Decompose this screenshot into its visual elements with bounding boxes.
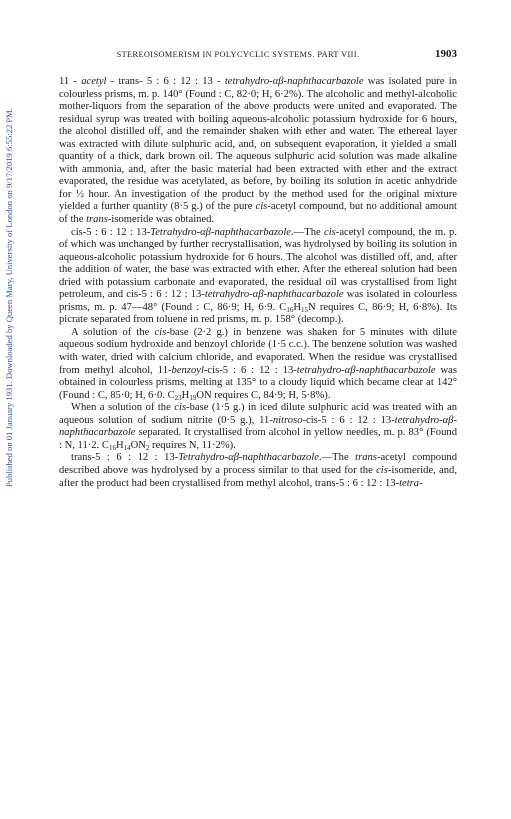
download-notice: Published on 01 January 1931. Downloaded by Queen Mary, University of London on 9/17/2019 6:55:22 PM. bbox=[4, 108, 14, 487]
subscript-run: 23 bbox=[174, 393, 182, 402]
text-run: -cis-5 : 6 : 12 : 13- bbox=[302, 414, 395, 426]
text-run: 11 - bbox=[59, 76, 82, 87]
text-run: separated. It crystallised from alcohol in yellow needles, m. p. 83° (Found : N, 11·2. C bbox=[59, 427, 457, 451]
text-run: -acetyl compound, but no additional amount of the bbox=[59, 201, 457, 226]
text-run: .—The bbox=[318, 452, 356, 464]
italic-run: tetrahydro-αβ-naphthacarbazole bbox=[224, 76, 364, 87]
text-run: cis-5 : 6 : 12 : 13- bbox=[71, 226, 151, 238]
paragraph bbox=[59, 76, 457, 227]
subscript-run: 2 bbox=[145, 443, 150, 452]
text-run: H bbox=[115, 439, 124, 451]
text-run: -acetyl compound described above was hydrolysed by a process similar to that used for the bbox=[59, 452, 457, 476]
page-number: 1903 bbox=[435, 48, 457, 60]
paragraph bbox=[59, 227, 457, 327]
italic-run: cis bbox=[255, 201, 268, 213]
italic-run: cis bbox=[324, 226, 336, 238]
italic-run: cis bbox=[154, 326, 167, 338]
text-run: When a solution of the bbox=[71, 402, 175, 414]
text-run: H bbox=[181, 389, 190, 401]
text-run: H bbox=[293, 301, 302, 313]
text-run: requires N, 11·2%). bbox=[149, 439, 236, 451]
running-title: STEREOISOMERISM IN POLYCYCLIC SYSTEMS. PART VIII. bbox=[116, 50, 360, 59]
subscript-run: 14 bbox=[123, 443, 131, 452]
text-run: ON requires C, 84·9; H, 5·8%). bbox=[196, 389, 331, 401]
article-body bbox=[59, 76, 457, 490]
italic-run: tetra- bbox=[399, 477, 423, 489]
text-run: was obtained in colourless prisms, melting at 135° to a cloudy liquid which became clear at 142° (Found : C, 85·0; H, 6·0. C bbox=[59, 364, 457, 401]
subscript-run: 19 bbox=[189, 393, 197, 402]
text-run: trans-5 : 6 : 12 : 13- bbox=[71, 452, 179, 464]
italic-run: nitroso bbox=[272, 414, 303, 426]
text-run: was isolated in colourless prisms, m. p. 47—48° (Found : C, 86·9; H, 6·9. C bbox=[59, 289, 458, 313]
italic-run: cis bbox=[376, 464, 388, 476]
journal-page bbox=[59, 50, 457, 490]
paragraph bbox=[59, 452, 457, 490]
italic-run: acetyl bbox=[81, 76, 107, 87]
italic-run: tetrahydro-αβ-naphthacarbazole bbox=[59, 414, 457, 439]
italic-run: Tetrahydro-αβ-naphthacarbazole bbox=[178, 452, 319, 464]
italic-run: tetrahydro-αβ-naphthacarbazole bbox=[204, 289, 344, 301]
italic-run: trans bbox=[86, 214, 108, 226]
italic-run: trans bbox=[355, 452, 377, 464]
subscript-run: 16 bbox=[286, 305, 294, 314]
subscript-run: 16 bbox=[108, 443, 116, 452]
text-run: -base (1·5 g.) in iced dilute sulphuric acid was treated with an aqueous solution of sodium nitrite (0·5 g.), 11- bbox=[59, 402, 457, 426]
text-run: .—The bbox=[290, 226, 325, 238]
italic-run: cis bbox=[174, 402, 187, 414]
text-run: - trans- 5 : 6 : 12 : 13 - bbox=[106, 76, 225, 87]
text-run: -isomeride was obtained. bbox=[107, 214, 215, 226]
text-run: was isolated pure in colourless prisms, m. p. 140° (Found : C, 82·0; H, 6·2%). The alcoholic and methyl-alcoholic mother-liquors from the separation of the above products were united and evaporated. The residual syrup was treated with boiling aqueous-alcoholic potassium hydroxide for 6 hours, the alcohol distilled off, and the remainder shaken with ether and water. The ethereal layer was extracted with dilute sulphuric acid, and, on subsequent evaporation, it yielded a small quantity of a thick, dark brown oil. The aqueous sulphuric acid solution was made alkaline with ammonia, and, after the basic material had been extracted with ether and the extract evaporated, the residue was acetylated, as before, by boiling its solution in acetic anhydride for ½ hour. An investigation of the product by the method used for the original mixture yielded a further quantity (8·5 g.) of the pure bbox=[59, 76, 457, 213]
italic-run: tetrahydro-αβ-naphthacarbazole bbox=[296, 364, 436, 376]
text-run: ON bbox=[130, 439, 146, 451]
paragraph bbox=[59, 402, 457, 452]
italic-run: Tetrahydro-αβ-naphthacarbazole bbox=[150, 226, 291, 238]
text-run: -base (2·2 g.) in benzene was shaken for 5 minutes with dilute aqueous sodium hydroxide and benzoyl chloride (1·5 c.c.). The benzene solution was washed with water, dried with calcium chloride, and evaporated. When the residue was crystallised from methyl alcohol, 11- bbox=[59, 326, 457, 376]
subscript-run: 15 bbox=[301, 305, 309, 314]
text-run: -acetyl compound, the m. p. of which was unchanged by further recrystallisation, was hydrolysed by boiling its solution in aqueous-alcoholic potassium hydroxide for 6 hours. The alcohol was distilled off, and, after the addition of water, the base was extracted with ether. After the ethereal solution had been dried with potassium carbonate and evaporated, the residual oil was crystallised from light petroleum, and cis-5 : 6 : 12 : 13- bbox=[59, 226, 457, 301]
paragraph bbox=[59, 327, 457, 402]
text-run: -cis-5 : 6 : 12 : 13- bbox=[203, 364, 297, 376]
italic-run: benzoyl bbox=[171, 364, 204, 376]
text-run: N requires C, 86·9; H, 6·8%). Its picrate separated from toluene in red prisms, m. p. 158° (decomp.). bbox=[59, 301, 457, 326]
text-run: A solution of the bbox=[71, 326, 155, 338]
text-run: -isomeride, and, after the product had been crystallised from methyl alcohol, trans-5 : 6 : 12 : 13- bbox=[59, 464, 457, 489]
running-header bbox=[59, 50, 457, 64]
